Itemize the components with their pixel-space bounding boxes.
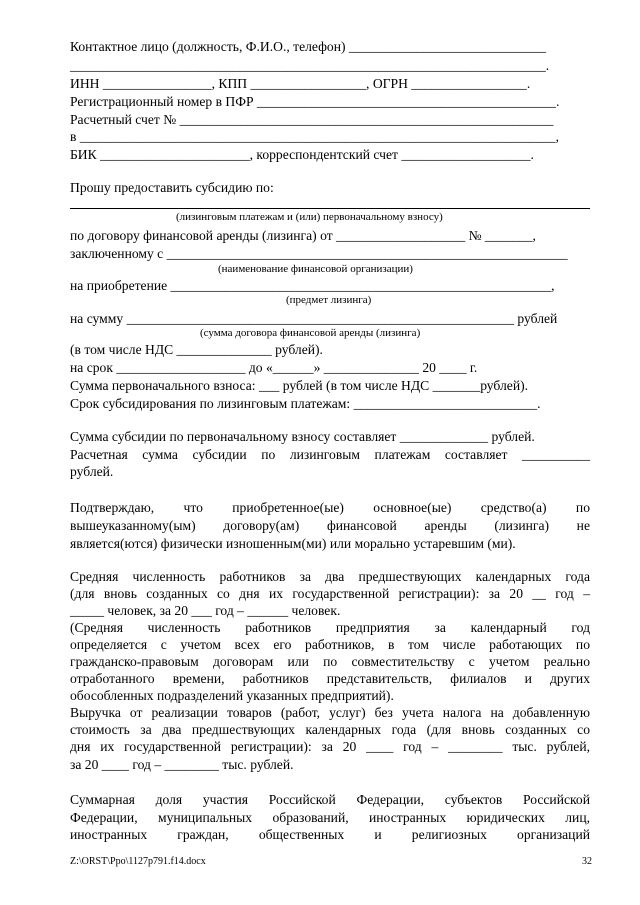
revenue-line-3: дня их государственной регистрации): за 20 ____ год – ________ тыс. рублей,	[70, 739, 590, 754]
note-line-4: отработанного времени, работников представительств, филиалов и других	[70, 671, 590, 686]
bank-line: в ______________________________________________________________________,	[70, 129, 559, 144]
note-line-2: определяется с учетом всех его работников, в том числе работающих по	[70, 637, 590, 652]
note-line-1: (Средняя численность работников предприятия за календарный год	[70, 620, 590, 635]
caption-sum: (сумма договора финансовой аренды (лизинга)	[200, 327, 421, 339]
concluded-line: заключенному с ___________________________________________________________	[70, 246, 568, 261]
contact-line-cont: ______________________________________________________________________.	[70, 58, 550, 73]
avg-staff-line-1: Средняя численность работников за два предшествующих календарных года	[70, 569, 590, 584]
note-line-3: гражданско-правовым договорам или по совместительству с учетом реально	[70, 654, 590, 669]
subsidy-initial-line: Сумма субсидии по первоначальному взносу составляет _____________ рублей.	[70, 429, 535, 444]
confirm-line-1: Подтверждаю, что приобретенное(ые) основное(ые) средство(а) по	[70, 500, 590, 515]
contract-line: по договору финансовой аренды (лизинга) от ___________________ № _______,	[70, 228, 536, 243]
avg-staff-line-3: _____ человек, за 20 ___ год – ______ человек.	[70, 603, 341, 618]
inn-kpp-ogrn-line: ИНН ________________, КПП _________________, ОГРН _________________.	[70, 76, 531, 91]
pfr-line: Регистрационный номер в ПФР ____________________________________________.	[70, 94, 560, 109]
footer-page-number: 32	[582, 856, 592, 867]
share-line-3: иностранных граждан, общественных и религиозных организаций	[70, 827, 590, 842]
caption-subject: (предмет лизинга)	[286, 294, 372, 306]
caption-leasing: (лизинговым платежам и (или) первоначальному взносу)	[176, 211, 443, 223]
sum-line: на сумму _________________________________________________________ рублей	[70, 311, 558, 326]
contact-line: Контактное лицо (должность, Ф.И.О., телефон) _____________________________	[70, 39, 547, 54]
subsidy-calc-line-1: Расчетная сумма субсидии по лизинговым платежам составляет __________	[70, 447, 590, 462]
note-line-5: обособленных подразделений указанных предприятий).	[70, 688, 394, 703]
caption-org: (наименование финансовой организации)	[218, 263, 413, 275]
revenue-line-2: стоимость за два предшествующих календарных года (для вновь созданных со	[70, 722, 590, 737]
share-line-1: Суммарная доля участия Российской Федерации, субъектов Российской	[70, 792, 590, 807]
initial-payment-line: Сумма первоначального взноса: ___ рублей (в том числе НДС _______рублей).	[70, 378, 529, 393]
share-line-2: Федерации, муниципальных образований, иностранных юридических лиц,	[70, 810, 590, 825]
revenue-line-1: Выручка от реализации товаров (работ, услуг) без учета налога на добавленную	[70, 705, 590, 720]
purchase-line: на приобретение ________________________________________________________,	[70, 278, 555, 293]
account-line: Расчетный счет № _______________________________________________________	[70, 112, 554, 127]
avg-staff-line-2: (для вновь созданных со дня их государственной регистрации): за 20 __ год –	[70, 586, 590, 601]
bik-line: БИК ______________________, корреспондентский счет ___________________.	[70, 147, 534, 162]
confirm-line-3: является(ются) физически изношенным(ми) или морально устаревшим (ми).	[70, 536, 516, 551]
request-blank	[70, 208, 590, 209]
subsidy-calc-line-2: рублей.	[70, 464, 114, 479]
subsidy-term-line: Срок субсидирования по лизинговым платежам: ___________________________.	[70, 396, 541, 411]
request-line: Прошу предоставить субсидию по:	[70, 180, 274, 195]
footer-file-path: Z:\ORST\Ppo\1127p791.f14.docx	[70, 856, 206, 867]
confirm-line-2: вышеуказанному(ым) договору(ам) финансовой аренды (лизинга) не	[70, 518, 590, 533]
vat-line: (в том числе НДС ______________ рублей).	[70, 342, 323, 357]
term-line: на срок ___________________ до «______» ______________ 20 ____ г.	[70, 360, 478, 375]
revenue-line-4: за 20 ____ год – ________ тыс. рублей.	[70, 757, 294, 772]
